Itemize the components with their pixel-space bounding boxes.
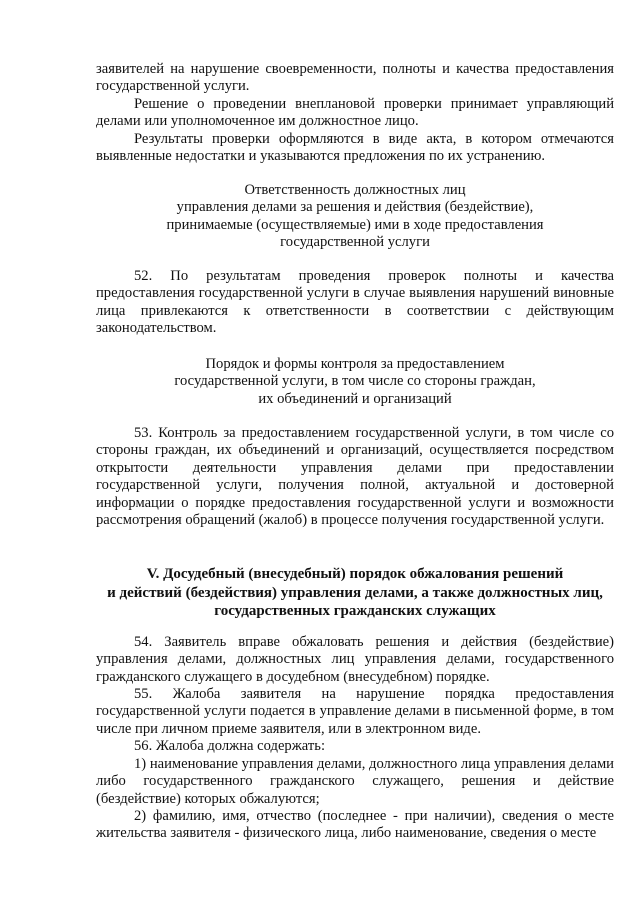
heading-line: их объединений и организаций xyxy=(258,390,452,407)
section-v-heading xyxy=(96,565,614,621)
paragraph-56: 56. Жалоба должна содержать: xyxy=(134,738,325,754)
paragraph-check-results: Результаты проверки оформляются в виде акта, в котором отмечаются выявленные недостатки и указываются предложения по их устранению. xyxy=(96,131,614,165)
heading-line: государственной услуги xyxy=(280,234,430,251)
paragraph-56-item-1: 1) наименование управления делами, должностного лица управления делами либо государственного гражданского служащего, решения и действие (бездействие) которых обжалуются; xyxy=(96,756,614,807)
heading-line: V. Досудебный (внесудебный) порядок обжалования решений xyxy=(146,566,564,582)
heading-line: Порядок и формы контроля за предоставлением xyxy=(205,356,505,372)
paragraph-55: 55. Жалоба заявителя на нарушение порядка предоставления государственной услуги подается в управление делами в письменной форме, в том числе при личном приеме заявителя, или в электронном виде. xyxy=(96,686,614,737)
paragraph-56-item-2: 2) фамилию, имя, отчество (последнее - при наличии), сведения о месте жительства заявителя - физического лица, либо наименование, сведения о месте xyxy=(96,808,614,842)
paragraph-complaints-end: заявителей на нарушение своевременности, полноты и качества предоставления государственной услуги. xyxy=(96,61,614,95)
heading-line: государственной услуги, в том числе со стороны граждан, xyxy=(174,373,536,390)
heading-line: принимаемые (осуществляемые) ими в ходе предоставления xyxy=(166,216,544,233)
paragraph-52: 52. По результатам проведения проверок полноты и качества предоставления государственной услуги в случае выявления нарушений виновные лица привлекаются к ответственности в соответствии с действующим законодательством. xyxy=(96,268,614,337)
heading-line: управления делами за решения и действия (бездействие), xyxy=(176,199,534,216)
paragraph-53: 53. Контроль за предоставлением государственной услуги, в том числе со стороны граждан, их объединений и организаций, осуществляется посредством открытости деятельности управления делами при предоставлении государственной услуги, получения полной, актуальной и достоверной информации о порядке предоставления государственной услуги и возможности рассмотрения обращений (жалоб) в процессе получения государственной услуги. xyxy=(96,425,614,529)
heading-line: государственных гражданских служащих xyxy=(214,603,496,619)
paragraph-54: 54. Заявитель вправе обжаловать решения и действия (бездействие) управления делами, должностных лиц управления делами, государственного гражданского служащего в досудебном (внесудебном) порядке. xyxy=(96,634,614,685)
heading-line: Ответственность должностных лиц xyxy=(244,182,466,198)
heading-responsibility xyxy=(96,182,614,252)
heading-control-forms xyxy=(96,356,614,408)
heading-line: и действий (бездействия) управления делами, а также должностных лиц, xyxy=(107,584,603,601)
paragraph-unscheduled-check: Решение о проведении внеплановой проверки принимает управляющий делами или уполномоченное им должностное лицо. xyxy=(96,96,614,130)
